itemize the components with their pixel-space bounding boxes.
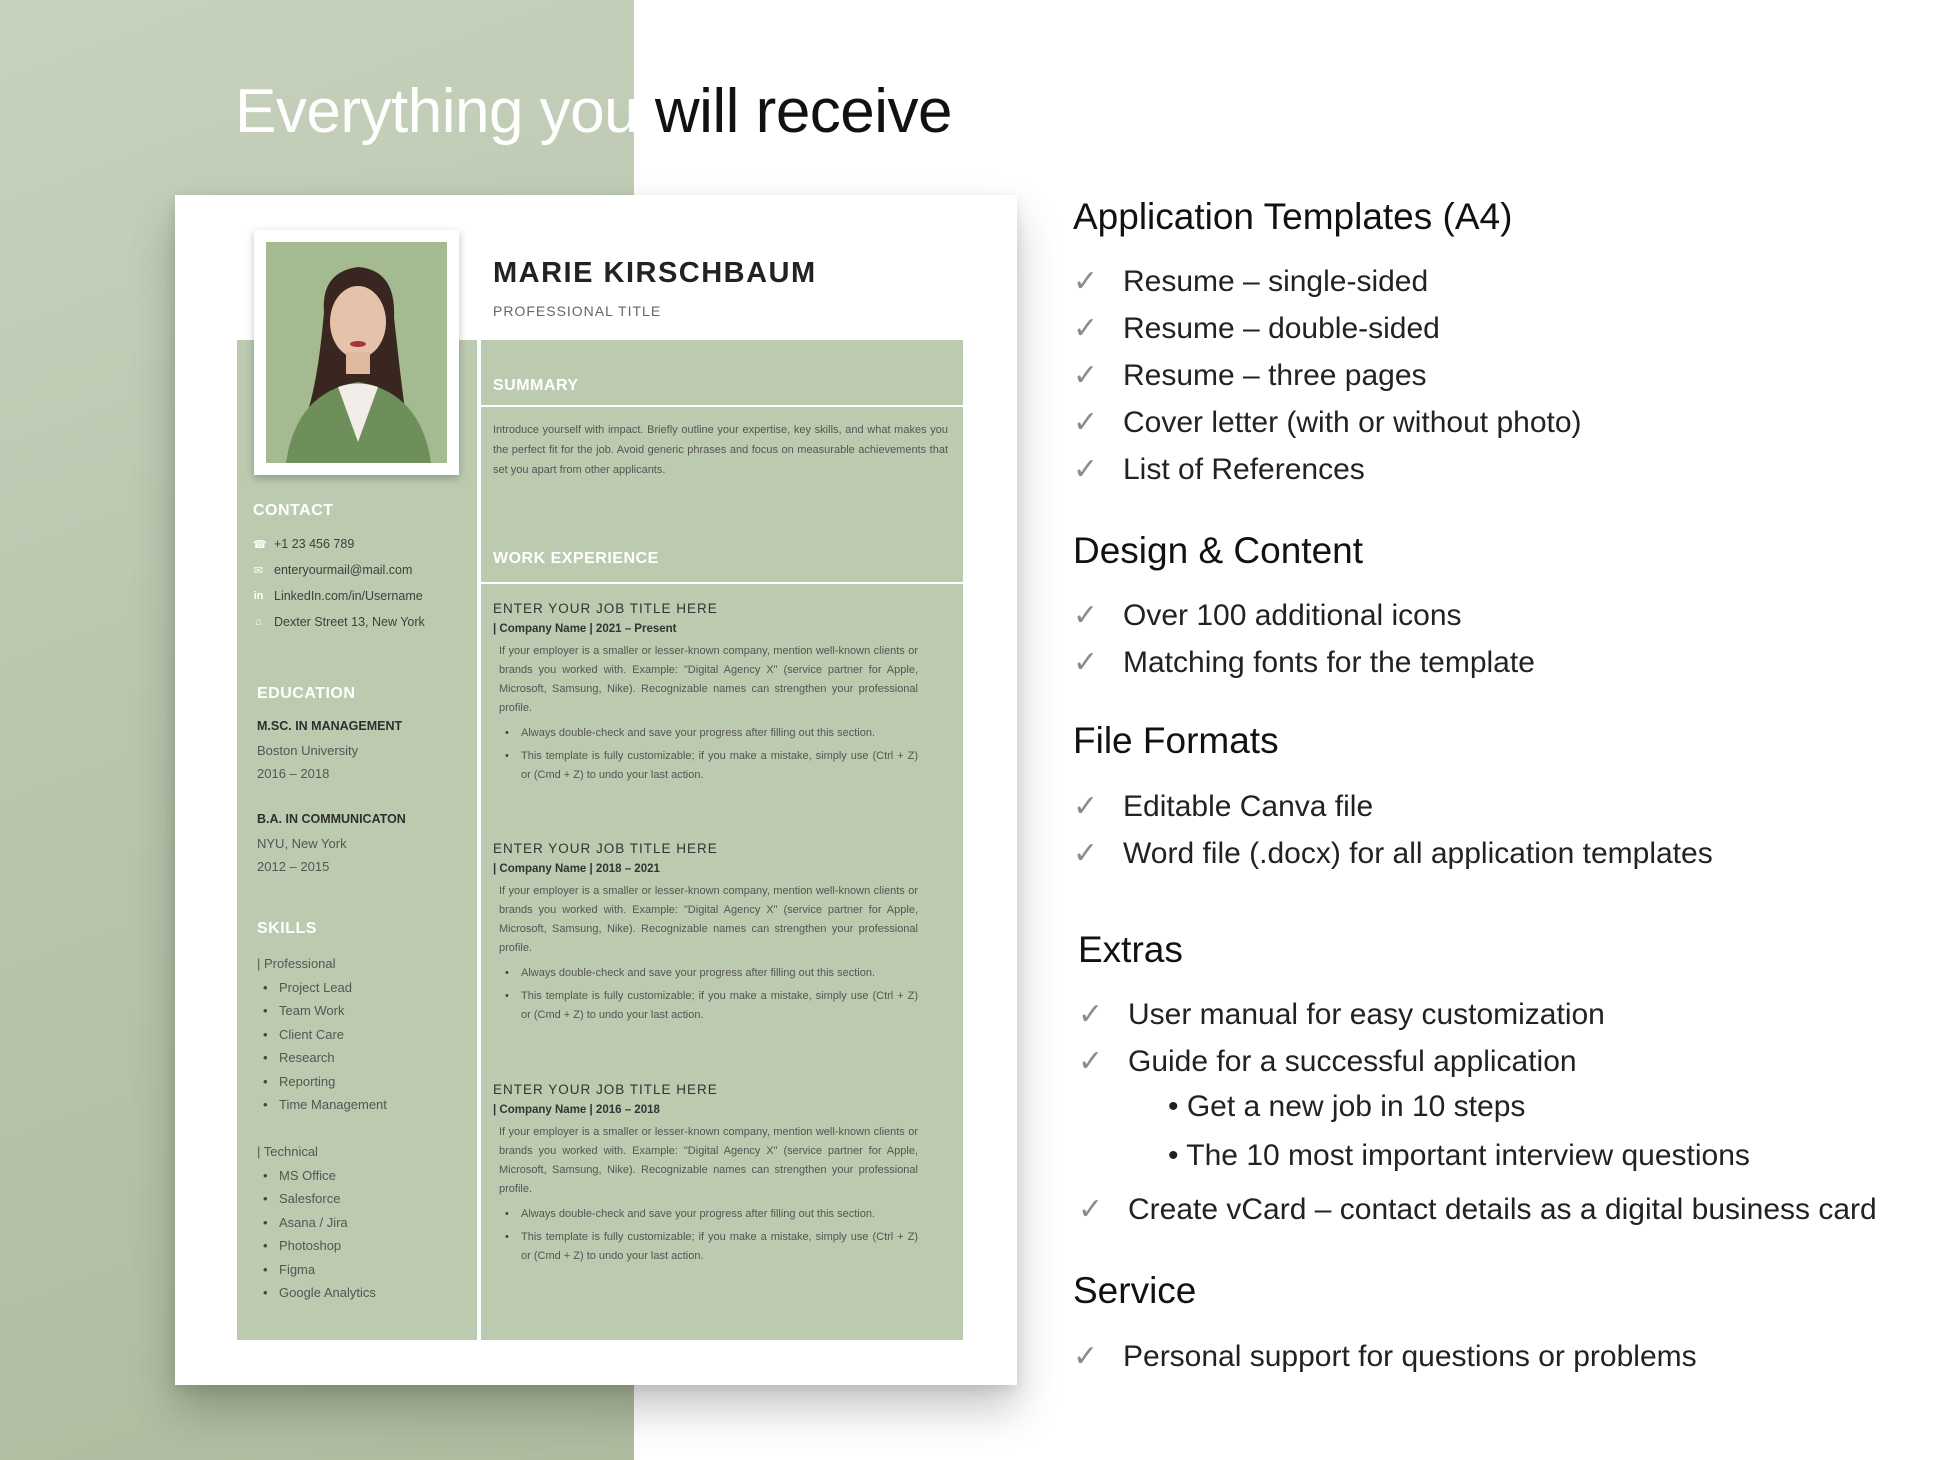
feature-text: Word file (.docx) for all application templates: [1123, 836, 1713, 870]
feature-item: [1078, 1044, 1577, 1079]
education-school: Boston University: [257, 742, 359, 758]
job-title: ENTER YOUR JOB TITLE HERE: [493, 1082, 718, 1097]
feature-item: [1073, 405, 1582, 440]
job-bullet: • Always double-check and save your progress after filling out this section.: [493, 964, 918, 983]
feature-item: [1073, 598, 1462, 633]
skills-heading: SKILLS: [257, 920, 317, 937]
check-icon: ✓: [1073, 265, 1099, 298]
job-description: If your employer is a smaller or lesser-known company, mention well-known clients or brands you worked with. Example: "Digital Agency X" (service partner for Apple, Microsoft, Samsung, Nike). Recognizable names can strengthen your professional profile.: [499, 885, 918, 954]
education-item: [257, 715, 402, 786]
feature-item: [1073, 645, 1535, 680]
job-entry: [493, 598, 918, 789]
contact-linkedin: [253, 589, 423, 603]
check-icon: ✓: [1073, 599, 1099, 632]
phone-icon: ☎: [253, 538, 267, 551]
job-entry: [493, 838, 918, 1029]
feature-text: List of References: [1123, 452, 1365, 486]
skill-item: • Photoshop: [257, 1234, 376, 1258]
features-panel: [1073, 0, 1933, 1460]
feature-text: Create vCard – contact details as a digital business card: [1128, 1192, 1877, 1226]
divider-vertical: [477, 405, 480, 1340]
design-heading: Design & Content: [1073, 530, 1364, 571]
check-icon: ✓: [1073, 1340, 1099, 1373]
job-company: | Company Name | 2021 – Present: [493, 623, 677, 635]
feature-item: [1073, 836, 1713, 871]
contact-phone-text: +1 23 456 789: [274, 537, 355, 551]
check-icon: ✓: [1073, 790, 1099, 823]
skill-item: • Google Analytics: [257, 1281, 376, 1305]
feature-text: Guide for a successful application: [1128, 1044, 1577, 1078]
job-bullet: • This template is fully customizable; if you make a mistake, simply use (Ctrl + Z) or (Cmd + Z) to undo your last action.: [493, 987, 918, 1025]
work-heading: WORK EXPERIENCE: [493, 550, 659, 567]
job-bullet: • Always double-check and save your progress after filling out this section.: [493, 1205, 918, 1224]
education-degree: M.SC. IN MANAGEMENT: [257, 719, 403, 733]
home-icon: ⌂: [255, 616, 262, 628]
skill-item: • Time Management: [257, 1093, 387, 1117]
feature-text: Resume – three pages: [1123, 358, 1427, 392]
mail-icon: ✉: [253, 564, 264, 577]
feature-text: Editable Canva file: [1123, 789, 1374, 823]
extras-heading: Extras: [1078, 929, 1183, 970]
feature-item: [1073, 1339, 1697, 1374]
feature-subitem-text: Get a new job in 10 steps: [1186, 1090, 1526, 1123]
job-bullet: • This template is fully customizable; if you make a mistake, simply use (Ctrl + Z) or (Cmd + Z) to undo your last action.: [493, 747, 918, 785]
formats-heading: File Formats: [1073, 720, 1279, 761]
check-icon: ✓: [1073, 359, 1099, 392]
divider-summary: [480, 405, 963, 407]
education-school: NYU, New York: [257, 835, 347, 851]
feature-item: [1078, 1192, 1877, 1227]
education-years: 2012 – 2015: [257, 859, 330, 874]
check-icon: ✓: [1073, 646, 1099, 679]
skill-item: • Reporting: [257, 1070, 387, 1094]
check-icon: ✓: [1073, 312, 1099, 345]
job-description: If your employer is a smaller or lesser-known company, mention well-known clients or brands you worked with. Example: "Digital Agency X" (service partner for Apple, Microsoft, Samsung, Nike). Recognizable names can strengthen your professional profile.: [499, 1126, 918, 1195]
check-icon: ✓: [1078, 998, 1104, 1031]
contact-heading: CONTACT: [253, 502, 334, 519]
job-entry: [493, 1079, 918, 1270]
contact-email-text: enteryourmail@mail.com: [274, 563, 413, 577]
feature-subitem-text: The 10 most important interview questions: [1186, 1139, 1750, 1172]
resume-preview: [175, 195, 1017, 1385]
profile-photo-frame: [254, 230, 459, 475]
skills-professional: [257, 952, 387, 1117]
feature-text: Matching fonts for the template: [1123, 645, 1535, 679]
feature-text: Resume – double-sided: [1123, 311, 1440, 345]
feature-item: [1073, 358, 1427, 393]
summary-heading: SUMMARY: [493, 377, 579, 394]
contact-address-text: Dexter Street 13, New York: [274, 615, 425, 629]
check-icon: ✓: [1078, 1193, 1104, 1226]
skill-item: • Research: [257, 1046, 387, 1070]
resume-name: MARIE KIRSCHBAUM: [493, 257, 817, 289]
education-years: 2016 – 2018: [257, 766, 330, 781]
job-company: | Company Name | 2018 – 2021: [493, 863, 660, 875]
job-description: If your employer is a smaller or lesser-known company, mention well-known clients or brands you worked with. Example: "Digital Agency X" (service partner for Apple, Microsoft, Samsung, Nike). Recognizable names can strengthen your professional profile.: [499, 645, 918, 714]
skills-technical-label: | Technical: [257, 1144, 318, 1159]
skill-item: • Project Lead: [257, 976, 387, 1000]
contact-email: [253, 563, 412, 577]
feature-subitem: • Get a new job in 10 steps: [1168, 1090, 1526, 1123]
resume-professional-title: PROFESSIONAL TITLE: [493, 303, 662, 319]
linkedin-icon: in: [253, 590, 264, 602]
headline-light: Everything you: [235, 77, 655, 146]
feature-item: [1073, 264, 1428, 299]
contact-linkedin-text: LinkedIn.com/in/Username: [274, 589, 423, 603]
feature-text: Cover letter (with or without photo): [1123, 405, 1582, 439]
skill-item: • Asana / Jira: [257, 1211, 376, 1235]
job-bullet: • This template is fully customizable; if you make a mistake, simply use (Ctrl + Z) or (Cmd + Z) to undo your last action.: [493, 1228, 918, 1266]
feature-item: [1073, 789, 1373, 824]
profile-photo: [266, 242, 447, 463]
feature-text: Resume – single-sided: [1123, 264, 1429, 298]
job-title: ENTER YOUR JOB TITLE HERE: [493, 601, 718, 616]
feature-item: [1073, 311, 1440, 346]
portrait-image: [266, 242, 447, 463]
feature-subitem: • The 10 most important interview questions: [1168, 1139, 1750, 1172]
check-icon: ✓: [1073, 453, 1099, 486]
check-icon: ✓: [1073, 837, 1099, 870]
contact-address: [253, 615, 425, 629]
divider-work: [480, 582, 963, 584]
feature-text: User manual for easy customization: [1128, 997, 1605, 1031]
summary-text: Introduce yourself with impact. Briefly outline your expertise, key skills, and what makes you the perfect fit for the job. Avoid generic phrases and focus on measurable achievements that set you apart from other applicants.: [493, 424, 948, 476]
skills-technical: [257, 1140, 376, 1305]
job-title: ENTER YOUR JOB TITLE HERE: [493, 841, 718, 856]
skills-professional-label: | Professional: [257, 956, 336, 971]
headline: [235, 72, 952, 152]
feature-text: Personal support for questions or problems: [1123, 1339, 1697, 1373]
service-heading: Service: [1073, 1270, 1197, 1311]
feature-text: Over 100 additional icons: [1123, 598, 1462, 632]
feature-item: [1078, 997, 1605, 1032]
skill-item: • Client Care: [257, 1023, 387, 1047]
headline-dark: will receive: [654, 77, 953, 146]
check-icon: ✓: [1078, 1045, 1104, 1078]
skill-item: • Salesforce: [257, 1187, 376, 1211]
check-icon: ✓: [1073, 406, 1099, 439]
education-degree: B.A. IN COMMUNICATON: [257, 812, 406, 826]
job-bullet: • Always double-check and save your progress after filling out this section.: [493, 724, 918, 743]
feature-item: [1073, 452, 1365, 487]
skill-item: • MS Office: [257, 1164, 376, 1188]
skill-item: • Team Work: [257, 999, 387, 1023]
job-company: | Company Name | 2016 – 2018: [493, 1104, 660, 1116]
education-heading: EDUCATION: [257, 685, 356, 702]
templates-heading: Application Templates (A4): [1073, 196, 1513, 237]
skill-item: • Figma: [257, 1258, 376, 1282]
education-item: [257, 808, 406, 879]
contact-phone: [253, 537, 354, 551]
